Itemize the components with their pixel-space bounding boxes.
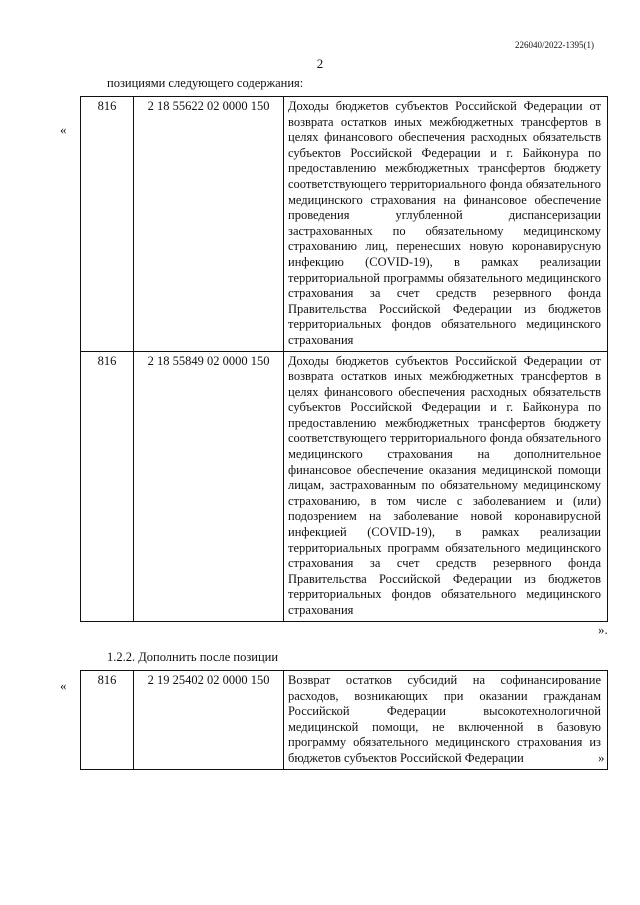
description-cell (284, 97, 608, 352)
admin-code-cell: 816 (81, 671, 134, 770)
table-row (81, 351, 608, 621)
document-id: 226040/2022-1395(1) (515, 40, 594, 50)
admin-code-cell: 816 (81, 351, 134, 621)
open-quote-2: « (60, 678, 67, 693)
description-text: Возврат остатков субсидий на софинансирование расходов, возникающих при оказании гражданам Российской Федерации высокотехнологичной медицинской помощи, не включенной в базовую программу обязательного медицинского страхования из бюджетов субъектов Российской Федерации (288, 673, 601, 765)
table-budget-codes-2 (80, 670, 608, 770)
description-text: Доходы бюджетов субъектов Российской Федерации от возврата остатков иных межбюджетных трансфертов в целях финансового обеспечения расходных обязательств субъектов Российской Федерации и г. Байконура по предоставлению межбюджетных трансфертов бюджету соответствующего территориального фонда обязательного медицинского страхования на дополнительное финансовое обеспечение оказания медицинской помощи лицам, застрахованным по обязательному медицинскому страхованию, в том числе с заболеванием и (или) подозрением на заболевание новой коронавирусной инфекцией (COVID-19), в рамках реализации территориальных программ обязательного медицинского страхования за счет средств резервного фонда Правительства Российской Федерации из бюджетов территориальных фондов обязательного медицинского страхования (288, 353, 601, 617)
close-quote-2: » (598, 750, 605, 765)
kbk-code-cell: 2 18 55849 02 0000 150 (134, 351, 284, 621)
table-row (81, 671, 608, 770)
admin-code-cell: 816 (81, 97, 134, 352)
description-text: Доходы бюджетов субъектов Российской Федерации от возврата остатков иных межбюджетных трансфертов в целях финансового обеспечения расходных обязательств субъектов Российской Федерации и г. Байконура по предоставлению межбюджетных трансфертов бюджету соответствующего территориального фонда обязательного медицинского страхования на финансовое обеспечение проведения углубленной диспансеризации застрахованных по обязательному медицинскому страхованию лиц, перенесших новую коронавирусную инфекцию (COVID-19), в рамках реализации территориальной программы обязательного медицинского страхования за счет средств резервного фонда Правительства Российской Федерации из бюджетов территориальных фондов обязательного медицинского страхования (288, 99, 601, 347)
intro-text: позициями следующего содержания: (107, 76, 304, 90)
page-number: 2 (316, 56, 324, 71)
description-cell (284, 351, 608, 621)
close-quote-1: ». (598, 622, 608, 637)
open-quote-1: « (60, 122, 67, 137)
description-cell (284, 671, 608, 770)
kbk-code-cell: 2 18 55622 02 0000 150 (134, 97, 284, 352)
item-1-2-2-text: 1.2.2. Дополнить после позиции (107, 650, 279, 664)
kbk-code-cell: 2 19 25402 02 0000 150 (134, 671, 284, 770)
table-budget-codes-1 (80, 96, 608, 622)
table-row (81, 97, 608, 352)
